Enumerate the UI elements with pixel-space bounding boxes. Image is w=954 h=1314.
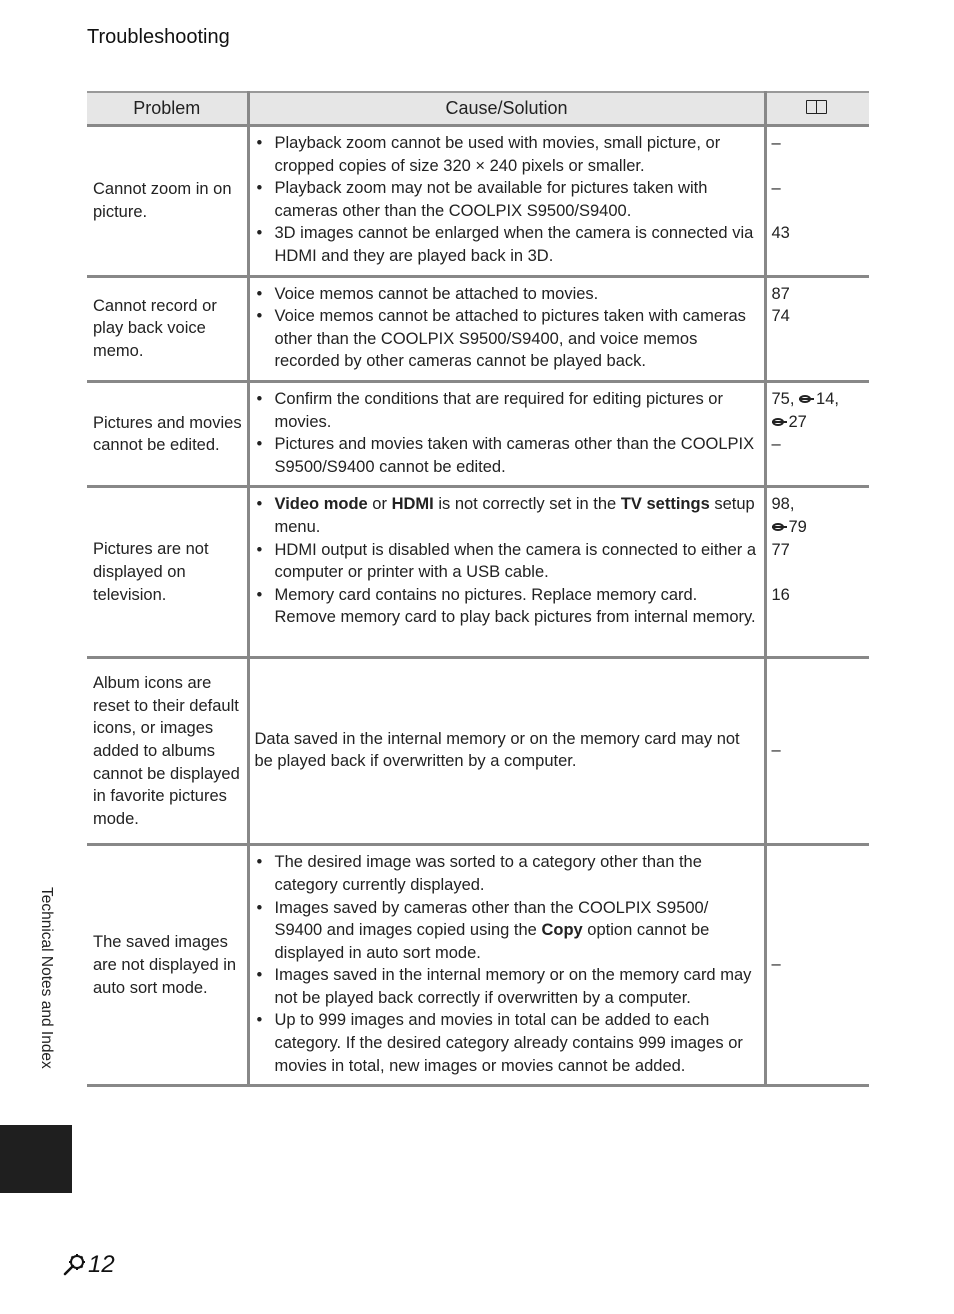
problem-cell: Cannot record or play back voice memo.: [87, 276, 248, 381]
setting-name: Video mode: [274, 495, 368, 514]
cause-item: • HDMI output is disabled when the camera is connected to either a computer or printer with a USB cable.: [255, 539, 760, 584]
book-icon: [806, 100, 830, 116]
page-ref-line: [772, 388, 868, 411]
page-ref: 43: [771, 224, 790, 243]
reference-section-icon: [772, 416, 787, 428]
page-ref: 74: [771, 307, 790, 326]
tools-icon: [61, 1252, 87, 1278]
reference-cell: [765, 381, 869, 486]
cause-item: • Playback zoom cannot be used with movies, small picture, or cropped copies of size 320 × 240 pixels or smaller.: [255, 132, 760, 177]
cause-item: • Voice memos cannot be attached to pictures taken with cameras other than the COOLPIX S9500/S9400, and voice memos recorded by other cameras cannot be played back.: [255, 305, 760, 373]
setting-name: HDMI: [391, 495, 434, 514]
page-ref: –: [771, 134, 781, 152]
page-ref: 98,: [771, 495, 795, 514]
cause-item: • Voice memos cannot be attached to movies.: [255, 283, 760, 306]
page-ref: –: [771, 741, 781, 760]
page-ref-line: [772, 516, 868, 539]
cause-cell: [248, 126, 765, 277]
page-ref: 77: [771, 540, 790, 559]
cause-text: is not correctly set in the: [433, 495, 621, 514]
cause-item: • Pictures and movies taken with cameras other than the COOLPIX S9500/S9400 cannot be edited.: [255, 433, 760, 478]
page-ref: –: [771, 179, 781, 198]
page-ref: 79: [788, 517, 807, 536]
problem-cell: Album icons are reset to their default icons, or images added to albums cannot be displayed in favorite pictures mode.: [87, 658, 248, 845]
section-tab-marker: [0, 1125, 72, 1193]
cause-item: • Confirm the conditions that are required for editing pictures or movies.: [255, 388, 760, 433]
table-row: [87, 845, 869, 1086]
section-side-label: Technical Notes and Index: [38, 887, 55, 1069]
reference-section-icon: [772, 521, 787, 533]
page-number: 12: [88, 1251, 115, 1278]
page-ref: –: [771, 435, 781, 454]
problem-cell: Pictures and movies cannot be edited.: [87, 381, 248, 486]
page-ref-line: [772, 411, 868, 434]
cause-text: setup menu.: [274, 495, 755, 536]
cause-cell: [248, 845, 765, 1086]
page-footer: [61, 1251, 115, 1279]
cause-text: option cannot be displayed in auto sort mode.: [274, 921, 710, 962]
cause-cell: [248, 487, 765, 658]
problem-header: Problem: [87, 92, 248, 126]
cause-item: • Images saved in the internal memory or on the memory card may not be played back correctly if overwritten by a computer.: [255, 964, 760, 1009]
table-row: [87, 658, 869, 845]
table-row: [87, 126, 869, 277]
table-row: [87, 276, 869, 381]
cause-item: • Up to 999 images and movies in total can be added to each category. If the desired category already contains 999 images or movies in total, new images or movies cannot be added.: [255, 1009, 760, 1077]
reference-cell: [765, 487, 869, 658]
cause-text: Images saved by cameras other than the COOLPIX S9500/ S9400 and images copied using the: [274, 898, 709, 940]
menu-name: TV settings: [620, 495, 710, 514]
option-name: Copy: [541, 921, 583, 940]
reference-cell: [765, 845, 869, 1086]
problem-cell: Cannot zoom in on picture.: [87, 126, 248, 277]
cause-item: • The desired image was sorted to a category other than the category currently displayed.: [255, 851, 760, 896]
reference-header: [765, 92, 869, 126]
page-ref: –: [771, 954, 781, 973]
cause-item: [255, 493, 760, 538]
page-ref: [772, 200, 868, 223]
page-ref: 75,: [771, 389, 800, 408]
page-ref: [772, 561, 868, 584]
page-ref: 14,: [816, 389, 839, 408]
cause-cell: [248, 276, 765, 381]
problem-cell: The saved images are not displayed in auto sort mode.: [87, 845, 248, 1086]
cause-header: Cause/Solution: [248, 92, 765, 126]
table-row: [87, 381, 869, 486]
page-ref: 16: [771, 585, 790, 604]
table-header-row: [87, 92, 869, 126]
reference-cell: [765, 658, 869, 845]
page-ref: 27: [788, 412, 807, 431]
cause-cell: Data saved in the internal memory or on the memory card may not be played back if overwritten by a computer.: [248, 658, 765, 845]
cause-item: • Memory card contains no pictures. Replace memory card. Remove memory card to play back pictures from internal memory.: [255, 584, 760, 629]
troubleshooting-table: [87, 91, 869, 1087]
cause-item: • Playback zoom may not be available for pictures taken with cameras other than the COOLPIX S9500/S9400.: [255, 177, 760, 222]
problem-cell: Pictures are not displayed on television.: [87, 487, 248, 658]
page-ref: 87: [771, 284, 790, 303]
cause-item: [255, 897, 760, 965]
reference-cell: [765, 276, 869, 381]
reference-section-icon: [799, 393, 814, 405]
page-ref: [772, 155, 868, 178]
page-title: Troubleshooting: [87, 26, 230, 48]
cause-text: or: [367, 495, 392, 514]
cause-item: • 3D images cannot be enlarged when the camera is connected via HDMI and they are played back in 3D.: [255, 222, 760, 267]
reference-cell: [765, 126, 869, 277]
table-row: [87, 487, 869, 658]
cause-cell: [248, 381, 765, 486]
